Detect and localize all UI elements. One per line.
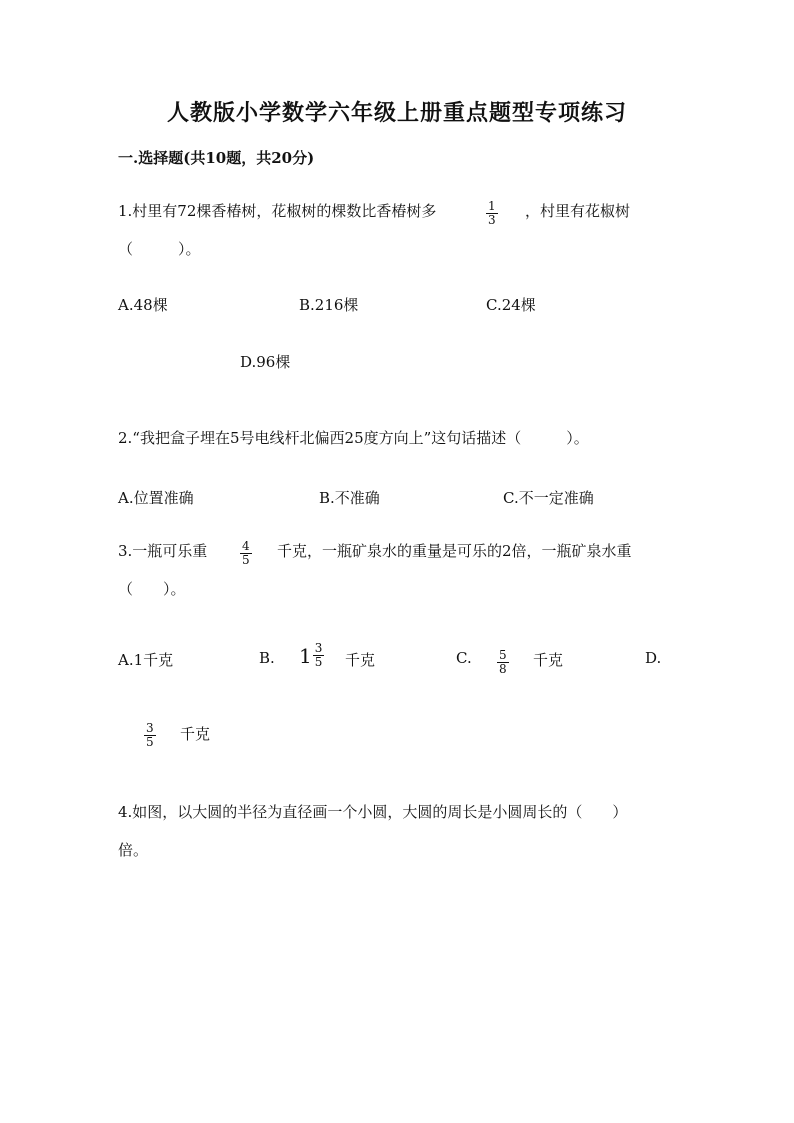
question-3-option-b-label[interactable]: B. [259,649,275,667]
question-1-fraction [486,195,498,227]
mixed-number-whole: 1 [299,643,312,668]
page-title: 人教版小学数学六年级上册重点题型专项练习 [166,100,627,126]
fraction-denominator: 8 [499,662,507,676]
question-1-option-d[interactable]: D.96棵 [240,353,291,371]
question-1-text-end: ，村里有花椒树 [525,202,631,220]
question-2-text: 2.“我把盒子埋在5号电线杆北偏西25度方向上”这句话描述（ ）。 [118,429,589,447]
question-4-text: 4.如图，以大圆的半径为直径画一个小圆，大圆的周长是小圆周长的（ ） [118,803,628,821]
question-2-option-a[interactable]: A.位置准确 [118,489,194,507]
fraction-numerator: 4 [242,539,250,553]
question-1-option-b[interactable]: B.216棵 [299,296,359,314]
fraction-numerator: 1 [488,199,496,213]
question-1-text: 1.村里有72棵香椿树，花椒树的棵数比香椿树多 [118,202,437,220]
fraction-denominator: 5 [314,655,323,669]
question-3-option-d-unit: 千克 [180,725,211,743]
question-3-option-b-value[interactable] [299,642,324,669]
question-3-option-b-unit: 千克 [345,651,376,669]
fraction-numerator: 3 [314,641,323,655]
fraction-numerator: 5 [499,648,507,662]
question-3-option-d-label[interactable]: D. [645,649,662,667]
fraction-denominator: 3 [488,213,496,227]
question-3-fraction [240,535,252,567]
question-1-option-c[interactable]: C.24棵 [486,296,536,314]
question-1-option-a[interactable]: A.48棵 [118,296,168,314]
question-3-text-end: 千克，一瓶矿泉水的重量是可乐的2倍，一瓶矿泉水重 [277,542,632,560]
section-heading: 一.选择题(共10题，共20分) [118,149,315,167]
question-3-blank: （ ）。 [118,580,186,598]
question-2-option-b[interactable]: B.不准确 [319,489,380,507]
question-3-option-d-value[interactable] [144,717,156,749]
question-1-blank: （ ）。 [118,240,201,258]
question-2-option-c[interactable]: C.不一定准确 [503,489,594,507]
question-3-option-c-value[interactable] [497,644,509,676]
fraction-numerator: 3 [146,721,154,735]
question-3-option-a[interactable]: A.1千克 [118,651,174,669]
question-4-text-end: 倍。 [118,841,149,859]
question-3-option-c-unit: 千克 [533,651,564,669]
fraction-denominator: 5 [242,553,250,567]
question-3-option-c-label[interactable]: C. [456,649,472,667]
question-3-text: 3.一瓶可乐重 [118,542,208,560]
fraction-denominator: 5 [146,735,154,749]
